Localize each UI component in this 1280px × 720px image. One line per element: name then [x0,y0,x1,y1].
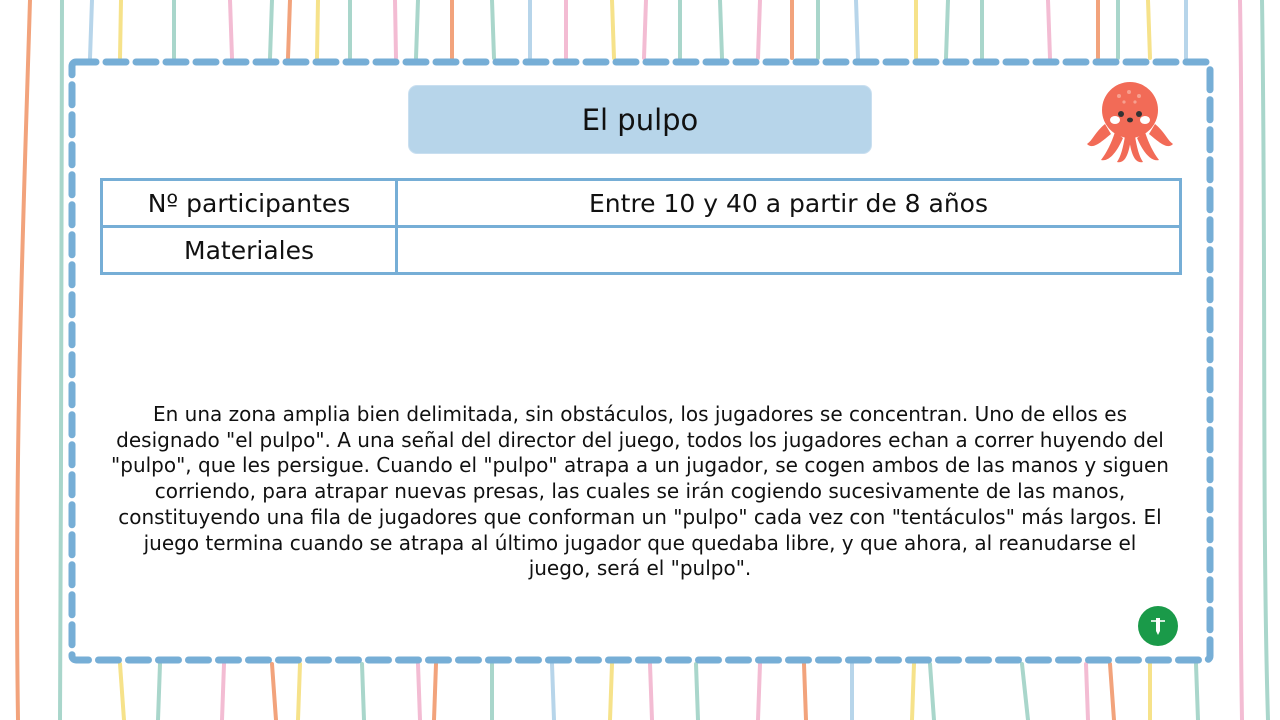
table-row [102,180,1181,227]
pencil-icon [1147,615,1169,637]
participants-label: Nº participantes [102,180,397,227]
octopus-icon [1085,76,1175,166]
page-title [409,86,871,153]
materials-value [397,227,1181,274]
table-row [102,227,1181,274]
game-description: En una zona amplia bien delimitada, sin obstáculos, los jugadores se concentran. Uno de ellos es designado "el pulpo". A una señal del director del juego, todos los jugadores echan a correr huyendo del "pulpo", que les persigue. Cuando el "pulpo" atrapa a un jugador, se cogen ambos de las manos y siguen corriendo, para atrapar nuevas presas, las cuales se irán cogiendo sucesivamente de las manos, constituyendo una fila de jugadores que conforman un "pulpo" cada vez con "tentáculos" más largos. El juego termina cuando se atrapa al último jugador que quedaba libre, y que ahora, al reanudarse el juego, será el "pulpo". [111,402,1169,581]
page-title-text: El pulpo [581,102,699,137]
pencil-badge-icon [1138,606,1178,646]
info-table [100,178,1182,275]
materials-label: Materiales [102,227,397,274]
participants-value: Entre 10 y 40 a partir de 8 años [397,180,1181,227]
